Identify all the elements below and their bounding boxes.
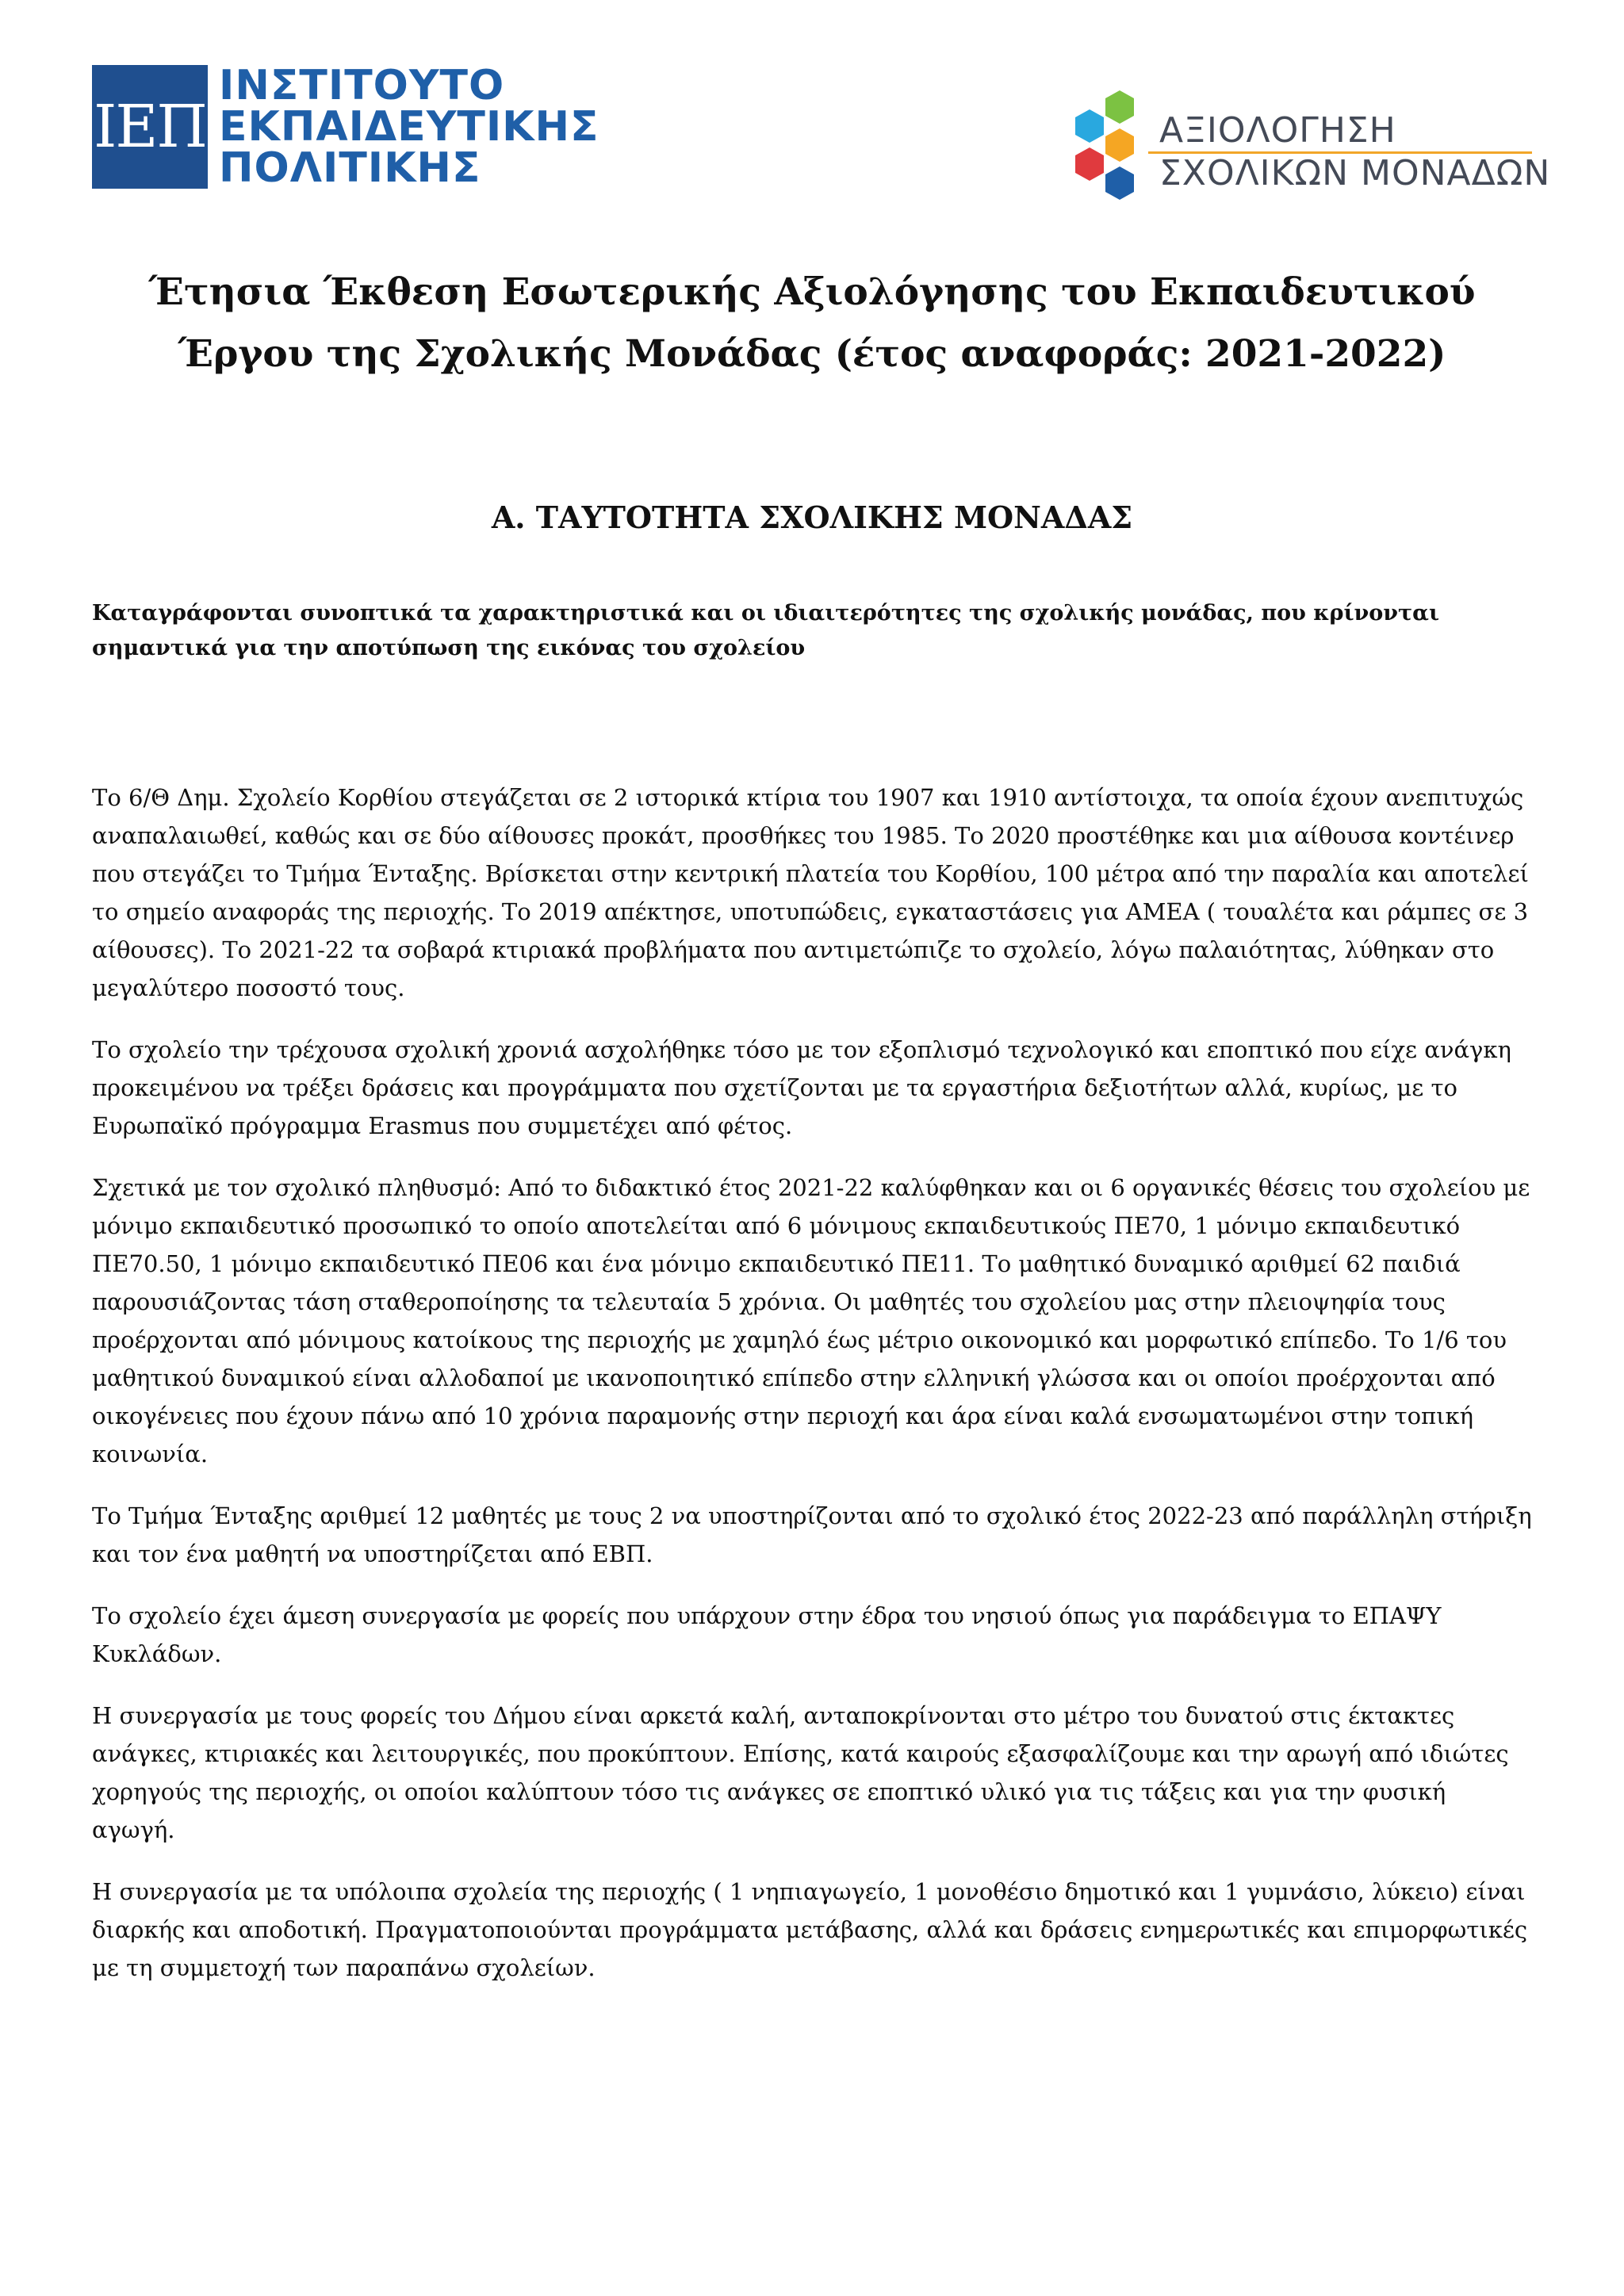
evaluation-logo-text bbox=[1159, 109, 1550, 195]
document-title-line-1: Έτησια Έκθεση Εσωτερικής Αξιολόγησης του Εκπαιδευτικού bbox=[148, 270, 1476, 314]
iep-logo-text bbox=[219, 62, 599, 192]
hexagon-cluster-icon bbox=[1072, 89, 1159, 208]
paragraph-4: Το Τμήμα Ένταξης αριθμεί 12 μαθητές με τους 2 να υποστηρίζονται από το σχολικό έτος 2022-23 από παράλληλη στήριξη και τον ένα μαθητή να υποστηρίζεται από ΕΒΠ. bbox=[92, 1502, 1532, 1567]
iep-logo-line-1: ΙΝΣΤΙΤΟΥΤΟ bbox=[219, 62, 505, 109]
body-text bbox=[92, 779, 1535, 2011]
document-title bbox=[95, 262, 1529, 385]
iep-logo-mark: ΙΕΠ bbox=[92, 65, 208, 189]
hexagon-red bbox=[1075, 147, 1104, 181]
iep-logo-line-3: ΠΟΛΙΤΙΚΗΣ bbox=[219, 144, 481, 192]
paragraph-1: Το 6/Θ Δημ. Σχολείο Κορθίου στεγάζεται σε 2 ιστορικά κτίρια του 1907 και 1910 αντίστοιχα, τα οποία έχουν ανεπιτυχώς αναπαλαιωθεί, καθώς και σε δύο αίθουσες προκάτ, προσθήκες του 1985. Το 2020 προστέθηκε και μια αίθουσα κοντέινερ που στεγάζει το Τμήμα Ένταξης. Βρίσκεται στην κεντρική πλατεία του Κορθίου, 100 μέτρα από την παραλία και αποτελεί το σημείο αναφοράς της περιοχής. Το 2019 απέκτησε, υποτυπώδεις, εγκαταστάσεις για ΑΜΕΑ ( τουαλέτα και ράμπες σε 3 αίθουσες). Το 2021-22 τα σοβαρά κτιριακά προβλήματα που αντιμετώπιζε το σχολείο, λόγω παλαιότητας, λύθηκαν στο μεγαλύτερο ποσοστό τους. bbox=[92, 784, 1529, 1001]
section-heading: Α. ΤΑΥΤΟΤΗΤΑ ΣΧΟΛΙΚΗΣ ΜΟΝΑΔΑΣ bbox=[491, 499, 1133, 535]
document-title-line-2: Έργου της Σχολικής Μονάδας (έτος αναφοράς: 2021-2022) bbox=[178, 332, 1446, 376]
evaluation-logo bbox=[1072, 89, 1551, 208]
paragraph-3: Σχετικά με τον σχολικό πληθυσμό: Από το διδακτικό έτος 2021-22 καλύφθηκαν και οι 6 οργανικές θέσεις του σχολείου με μόνιμο εκπαιδευτικό προσωπικό το οποίο αποτελείται από 6 μόνιμους εκπαιδευτικούς ΠΕ70, 1 μόνιμο εκπαιδευτικό ΠΕ70.50, 1 μόνιμο εκπαιδευτικό ΠΕ06 και ένα μόνιμο εκπαιδευτικό ΠΕ11. Το μαθητικό δυναμικό αριθμεί 62 παιδιά παρουσιάζοντας τάση σταθεροποίησης τα τελευταία 5 χρόνια. Οι μαθητές του σχολείου μας στην πλειοψηφία τους προέρχονται από μόνιμους κατοίκους της περιοχής με χαμηλό έως μέτριο οικονομικό και μορφωτικό επίπεδο. Το 1/6 του μαθητικού δυναμικού είναι αλλοδαποί με ικανοποιητικό επίπεδο στην ελληνική γλώσσα και οι οποίοι προέρχονται από οικογένειες που έχουν πάνω από 10 χρόνια παραμονής στην περιοχή και άρα είναι καλά ενσωματωμένοι στην τοπική κοινωνία. bbox=[92, 1174, 1530, 1468]
paragraph-5: Το σχολείο έχει άμεση συνεργασία με φορείς που υπάρχουν στην έδρα του νησιού όπως για παράδειγμα το ΕΠΑΨΥ Κυκλάδων. bbox=[92, 1602, 1442, 1667]
evaluation-logo-line-2: ΣΧΟΛΙΚΩΝ ΜΟΝΑΔΩΝ bbox=[1159, 153, 1551, 193]
hexagon-navy bbox=[1105, 166, 1134, 200]
hexagon-green bbox=[1105, 90, 1134, 124]
evaluation-logo-line-1: ΑΞΙΟΛΟΓΗΣΗ bbox=[1159, 110, 1396, 151]
section-intro: Καταγράφονται συνοπτικά τα χαρακτηριστικά και οι ιδιαιτερότητες της σχολικής μονάδας, που κρίνονται σημαντικά για την αποτύπωση της εικόνας του σχολείου bbox=[92, 601, 1440, 660]
iep-logo bbox=[92, 62, 599, 192]
hexagon-blue bbox=[1075, 109, 1104, 143]
iep-logo-line-2: ΕΚΠΑΙΔΕΥΤΙΚΗΣ bbox=[219, 103, 599, 151]
paragraph-6: Η συνεργασία με τους φορείς του Δήμου είναι αρκετά καλή, ανταποκρίνονται στο μέτρο του δυνατού στις έκτακτες ανάγκες, κτιριακές και λειτουργικές, που προκύπτουν. Επίσης, κατά καιρούς εξασφαλίζουμε και την αρωγή από ιδιώτες χορηγούς της περιοχής, οι οποίοι καλύπτουν τόσο τις ανάγκες σε εποπτικό υλικό για τις τάξεις και για την φυσική αγωγή. bbox=[92, 1702, 1509, 1843]
paragraph-7: Η συνεργασία με τα υπόλοιπα σχολεία της περιοχής ( 1 νηπιαγωγείο, 1 μονοθέσιο δημοτικό και 1 γυμνάσιο, λύκειο) είναι διαρκής και αποδοτική. Πραγματοποιούνται προγράμματα μετάβασης, αλλά και δράσεις ενημερωτικές και επιμορφωτικές με τη συμμετοχή των παραπάνω σχολείων. bbox=[92, 1878, 1528, 1981]
paragraph-2: Το σχολείο την τρέχουσα σχολική χρονιά ασχολήθηκε τόσο με τον εξοπλισμό τεχνολογικό και εποπτικό που είχε ανάγκη προκειμένου να τρέξει δράσεις και προγράμματα που σχετίζονται με τα εργαστήρια δεξιοτήτων αλλά, κυρίως, με το Ευρωπαϊκό πρόγραμμα Erasmus που συμμετέχει από φέτος. bbox=[92, 1036, 1511, 1139]
hexagon-orange bbox=[1105, 128, 1134, 162]
